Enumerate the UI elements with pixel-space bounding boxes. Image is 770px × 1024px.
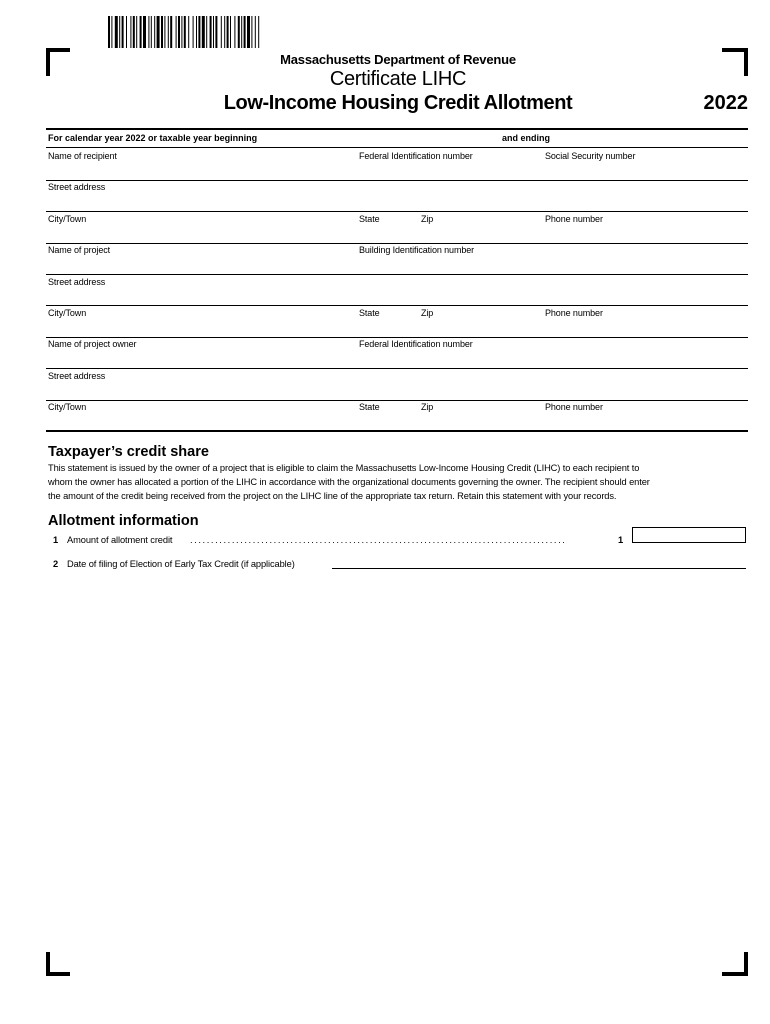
row-rule (46, 211, 748, 212)
recipient-city-field[interactable]: City/Town (48, 214, 87, 224)
recipient-zip-field[interactable]: Zip (421, 214, 434, 224)
recipient-fein-field[interactable]: Federal Identification number (359, 151, 473, 161)
row-rule (46, 274, 748, 275)
line-1-number: 1 (53, 535, 59, 545)
paragraph-line: whom the owner has allocated a portion of the LIHC in accordance with the organizational documents governing the owner. The recipient should enter (48, 477, 650, 487)
section-rule (46, 430, 748, 432)
allotment-heading: Allotment information (48, 513, 199, 529)
crop-mark-bottom-right (722, 952, 748, 976)
row-rule (46, 400, 748, 401)
tax-year: 2022 (703, 92, 748, 114)
owner-state-field[interactable]: State (359, 402, 380, 412)
line-2-number: 2 (53, 559, 59, 569)
row-rule (46, 368, 748, 369)
credit-share-paragraph (48, 461, 738, 503)
paragraph-line: the amount of the credit being received from the project on the LIHC line of the appropriate tax return. Retain this statement with your records. (48, 491, 617, 501)
allotment-credit-amount-input[interactable] (632, 527, 746, 543)
recipient-ssn-field[interactable]: Social Security number (545, 151, 636, 161)
owner-zip-field[interactable]: Zip (421, 402, 434, 412)
row-rule (46, 305, 748, 306)
credit-share-heading: Taxpayer’s credit share (48, 444, 209, 460)
crop-mark-bottom-left (46, 952, 70, 976)
recipient-street-field[interactable]: Street address (48, 182, 106, 192)
paragraph-line: This statement is issued by the owner of a project that is eligible to claim the Massachusetts Low-Income Housing Credit (LIHC) to each recipient to (48, 463, 640, 473)
leader-dots: .......................................................................................... (190, 535, 567, 545)
header-rule (46, 128, 748, 130)
owner-city-field[interactable]: City/Town (48, 402, 87, 412)
row-rule (46, 147, 748, 148)
department-name: Massachusetts Department of Revenue (280, 52, 516, 67)
owner-fein-field[interactable]: Federal Identification number (359, 339, 473, 349)
recipient-state-field[interactable]: State (359, 214, 380, 224)
project-city-field[interactable]: City/Town (48, 308, 87, 318)
project-phone-field[interactable]: Phone number (545, 308, 603, 318)
project-street-field[interactable]: Street address (48, 277, 106, 287)
recipient-name-field[interactable]: Name of recipient (48, 151, 117, 161)
row-rule (46, 243, 748, 244)
recipient-phone-field[interactable]: Phone number (545, 214, 603, 224)
form-subtitle: Low-Income Housing Credit Allotment (223, 92, 573, 114)
barcode (108, 16, 346, 48)
project-zip-field[interactable]: Zip (421, 308, 434, 318)
row-rule (46, 180, 748, 181)
owner-phone-field[interactable]: Phone number (545, 402, 603, 412)
line-1-label: Amount of allotment credit (67, 535, 173, 545)
line-2-label: Date of filing of Election of Early Tax Credit (if applicable) (67, 559, 295, 569)
owner-name-field[interactable]: Name of project owner (48, 339, 137, 349)
owner-street-field[interactable]: Street address (48, 371, 106, 381)
election-date-input[interactable] (332, 568, 746, 569)
project-state-field[interactable]: State (359, 308, 380, 318)
taxable-year-ending-label: and ending (502, 133, 550, 143)
building-id-field[interactable]: Building Identification number (359, 245, 475, 255)
line-1-ref-number: 1 (618, 535, 624, 545)
row-rule (46, 337, 748, 338)
form-title: Certificate LIHC (329, 68, 467, 90)
project-name-field[interactable]: Name of project (48, 245, 111, 255)
taxable-year-beginning-label: For calendar year 2022 or taxable year beginning (48, 133, 258, 143)
